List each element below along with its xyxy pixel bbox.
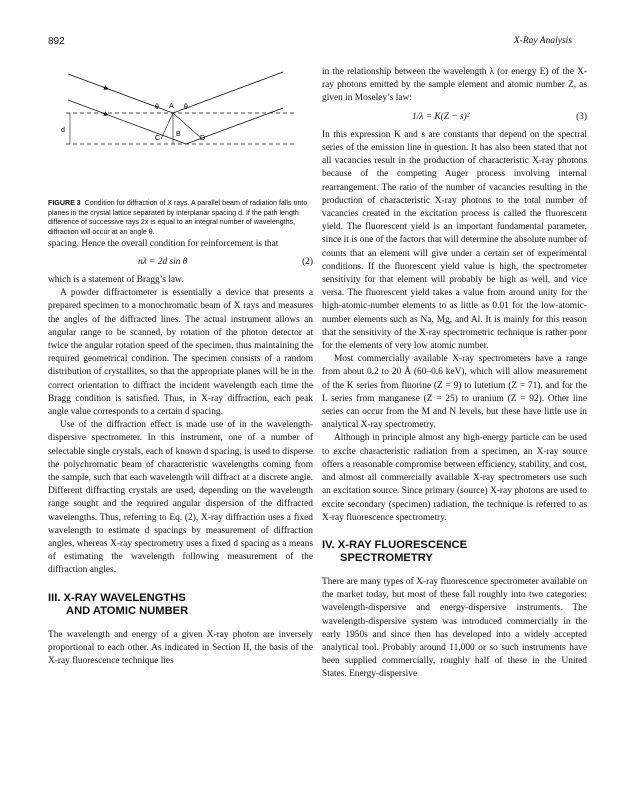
figure-3-diagram [48,66,313,186]
right-column [322,66,587,682]
section-IV-line-1: IV. X-RAY FLUORESCENCE [322,538,468,551]
figure-3-caption [48,199,313,237]
left-column [48,66,313,668]
section-heading-III [48,592,313,619]
label-D: D [200,135,206,142]
equation-2-body: nλ = 2d sin θ [138,256,188,267]
label-d: d [61,127,65,134]
label-theta-left: θ [155,104,159,111]
label-theta-right: θ [184,104,188,111]
right-paragraph-5: There are many types of X-ray fluorescence spectrometer available on the market today, but most of these fall roughly into two categories: wavelength-dispersive and energy-dispersive instruments. The wavelength-dispersive system was introduced commercially in the early 1950s and since then has developed into a widely accepted analytical tool. Probably around 11,000 or so such instruments have been supplied commercially, roughly half of these in the United States. Energy-dispersive [322,576,587,680]
page-number: 892 [48,36,65,47]
right-paragraph-4: Although in principle almost any high-energy particle can be used to excite characteristic radiation from a specimen, an X-ray source offers a reasonable compromise between efficiency, stability, and cost, and almost all commercially available X-ray spectrometers use such an excitation source. Since primary (source) X-ray photons are used to excite secondary (specimen) radiation, the technique is referred to as X-ray fluorescence spectrometry. [322,433,587,523]
equation-2-number: (2) [302,256,313,267]
left-paragraph-1: spacing. Hence the overall condition for reinforcement is that [48,238,279,249]
equation-3 [322,111,587,124]
section-IV-line-2: SPECTROMETRY [340,552,433,565]
right-paragraph-1: in the relationship between the wavelength λ (or energy E) of the X-ray photons emitted by the sample element and atomic number Z, as given in Moseley’s law: [322,67,587,104]
label-C: C [155,135,161,142]
running-title: X-Ray Analysis [513,36,572,46]
section-III-line-2: AND ATOMIC NUMBER [66,605,189,618]
section-heading-IV [322,539,587,566]
equation-2 [48,256,313,269]
right-paragraph-2: In this expression K and s are constants that depend on the spectral series of the emission line in question. It has also been stated that not all vacancies result in the production of characteristic X-ray photons because of the competing Auger process involving internal rearrangement. The ratio of the number of vacancies resulting in the production of characteristic X-ray photons to the total number of vacancies created in the excitation process is called the fluorescent yield. The fluorescent yield is an important fundamental parameter, since it is one of the factors that will determine the absolute number of counts that an element will give under a certain set of experimental conditions. If the fluorescent yield value is high, the spectrometer sensitivity for that element will probably be high as well, and vice versa. The fluorescent yield takes a value from around unity for the high-atomic-number elements to as little as 0.01 for the low-atomic-number elements such as Na, Mg, and Al. It is mainly for this reason that the sensitivity of the X-ray spectrometric technique is rather poor for the elements of very low atomic number. [322,129,587,352]
left-paragraph-2: which is a statement of Bragg’s law. [48,274,184,285]
label-B: B [176,131,181,138]
section-III-line-1: III. X-RAY WAVELENGTHS [48,591,186,604]
left-paragraph-3: A powder diffractometer is essentially a device that presents a prepared specimen to a monochromatic beam of X rays and measures the angles of the diffracted lines. The actual instrument allows an angular range to be scanned, by rotation of the photon detector at twice the angular rotation speed of the specimen, thus maintaining the required geometrical condition. The specimen consists of a random distribution of crystallites, so that the appropriate planes will be in the correct orientation to diffract the incident wavelength each time the Bragg condition is satisfied. Thus, in X-ray diffraction, each peak angle value corresponds to a certain d spacing. [48,288,313,418]
caption-text: Condition for diffraction of X rays. A parallel beam of radiation falls onto planes in the crystal lattice separated by interplanar spacing d. If the path length difference of successive rays 2x is equal to an integral number of wavelengths, diffraction will occur at an angle θ. [48,199,308,236]
equation-3-body: 1/λ = K(Z − s)² [412,111,470,122]
left-paragraph-5: The wavelength and energy of a given X-ray photon are inversely proportional to each other. As indicated in Section II, the basis of the X-ray fluorescence technique lies [48,629,313,667]
right-paragraph-3: Most commercially available X-ray spectrometers have a range from about 0.2 to 20 Å (60–0.6 keV), which will allow measurement of the K series from fluorine (Z = 9) to lutetium (Z = 71), and for the L series from manganese (Z = 25) to uranium (Z = 92). Other line series can occur from the M and N levels, but these have little use in analytical X-ray spectrometry. [322,354,587,431]
caption-label: FIGURE 3 [48,199,81,208]
label-A: A [169,103,174,110]
diffracted-ray-1 [173,72,283,113]
left-paragraph-4: Use of the diffraction effect is made use of in the wavelength-dispersive spectrometer. In this instrument, one of a number of selectable single crystals, each of known d spacing, is used to disperse the polychromatic beam of characteristic wavelengths coming from the sample, such that each wavelength will diffract at a discrete angle. Different diffracting crystals are used, depending on the wavelength range sought and the required angular dispersion of the diffracted wavelengths. Thus, referring to Eq. (2), X-ray diffraction uses a fixed wavelength to estimate d spacings by measurement of diffraction angles, whereas X-ray spectrometry uses a fixed d spacing as a means of estimating the wavelength following measurement of the diffraction angles. [48,420,313,576]
equation-3-number: (3) [576,111,587,122]
